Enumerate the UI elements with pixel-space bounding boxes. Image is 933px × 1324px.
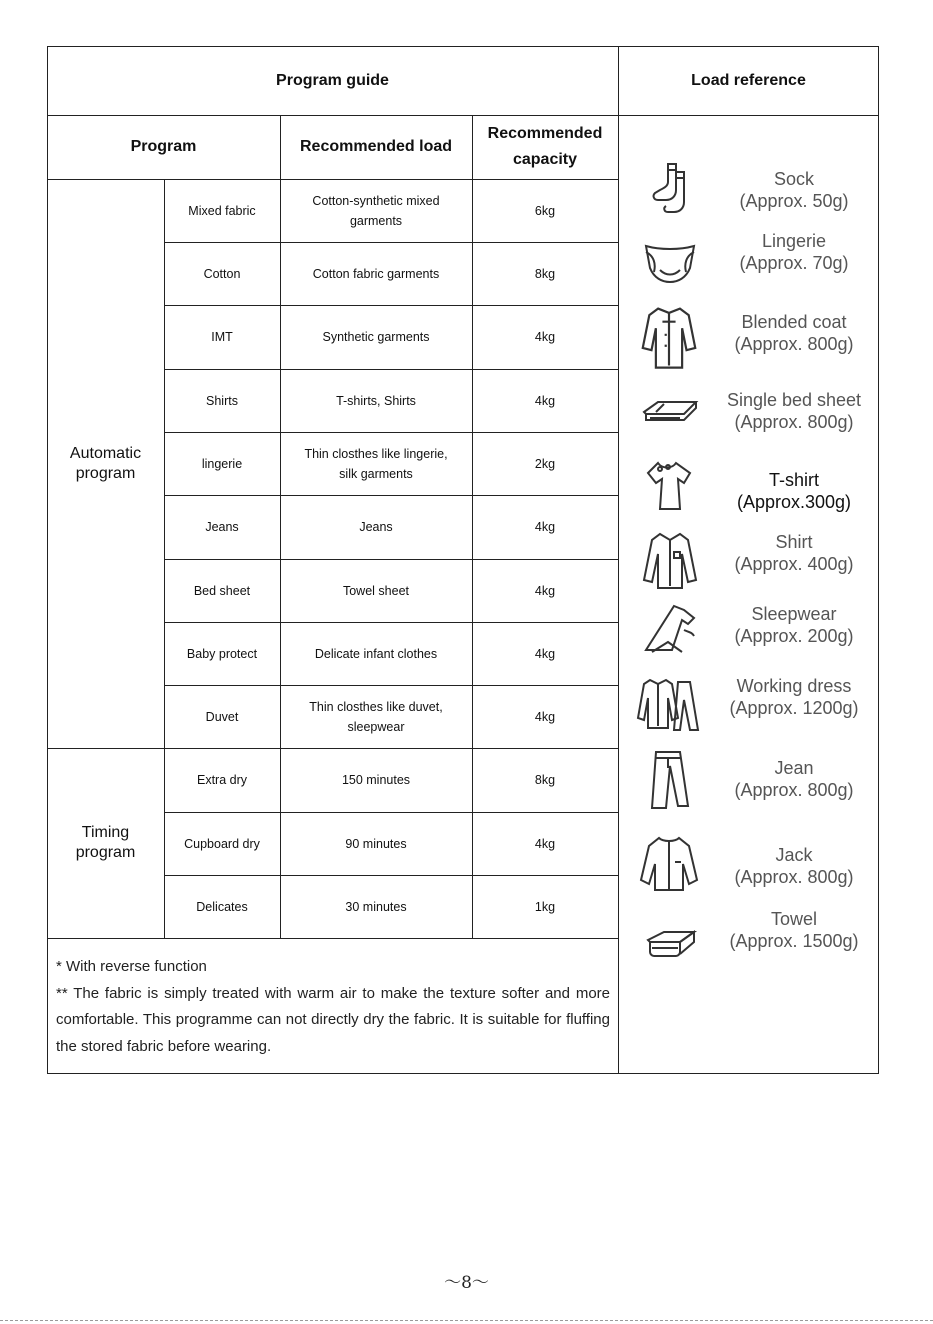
lingerie-icon [638, 230, 702, 294]
load-reference-divider [618, 46, 619, 1074]
load-item-weight: (Approx. 800g) [734, 867, 854, 887]
load-item-name: Working dress [736, 676, 852, 696]
load-item-name: Jean [774, 758, 814, 778]
program-name: Duvet [205, 709, 239, 724]
load-reference-label: Load reference [691, 72, 806, 89]
load-line1: Delicate infant clothes [314, 646, 438, 661]
capacity-value: 4kg [534, 393, 556, 408]
load-item-weight: (Approx. 1500g) [729, 931, 859, 951]
load-item-weight: (Approx. 50g) [739, 191, 849, 211]
load-cell [280, 812, 472, 875]
load-item-name: Blended coat [741, 312, 847, 332]
page-number: ～8～ [444, 1273, 489, 1293]
load-item-working-dress [712, 675, 876, 719]
load-cell [280, 748, 472, 812]
load-line1: Cotton fabric garments [312, 266, 440, 281]
load-cell [280, 242, 472, 305]
load-item-lingerie [712, 230, 876, 274]
t-shirt-icon [638, 455, 702, 519]
load-line1: 150 minutes [341, 773, 411, 787]
capacity-cell [472, 305, 618, 369]
shirt-icon [638, 528, 702, 592]
load-cell [280, 369, 472, 432]
program-cell [164, 242, 280, 305]
load-item-name: Sleepwear [751, 604, 837, 624]
load-item-jack [712, 844, 876, 888]
program-name: Shirts [206, 393, 238, 408]
load-line1: 30 minutes [345, 899, 407, 914]
load-item-sleepwear [712, 603, 876, 647]
load-line1: T-shirts, Shirts [336, 393, 416, 408]
column-header-program-label: Program [130, 138, 197, 155]
load-cell [280, 179, 472, 242]
load-item-name: Shirt [775, 532, 813, 552]
capacity-cell [472, 495, 618, 559]
load-cell [280, 622, 472, 685]
capacity-value: 2kg [534, 456, 556, 471]
load-line1: Thin closthes like duvet, [309, 699, 443, 714]
capacity-value: 4kg [534, 646, 556, 661]
program-cell [164, 559, 280, 622]
load-item-bed-sheet [712, 389, 876, 433]
capacity-cell [472, 559, 618, 622]
column-header-load [280, 115, 472, 179]
capacity-value: 8kg [534, 266, 556, 281]
capacity-cell [472, 242, 618, 305]
program-cell [164, 622, 280, 685]
load-item-name: Single bed sheet [726, 390, 862, 410]
load-reference-title [618, 46, 879, 116]
capacity-value: 4kg [534, 836, 556, 851]
program-name: lingerie [201, 456, 243, 471]
load-cell [280, 432, 472, 495]
group-label-line2: program [75, 464, 136, 482]
program-name: Bed sheet [193, 583, 251, 598]
sock-icon [638, 158, 702, 222]
program-name: Baby protect [186, 646, 258, 661]
capacity-cell [472, 748, 618, 812]
program-cell [164, 305, 280, 369]
capacity-cell [472, 685, 618, 748]
load-item-jean [712, 757, 876, 801]
capacity-value: 6kg [534, 203, 556, 218]
capacity-value: 4kg [534, 583, 556, 598]
program-name: Mixed fabric [188, 203, 256, 218]
load-line2: silk garments [339, 466, 413, 481]
program-name: Extra dry [196, 773, 247, 787]
capacity-cell [472, 369, 618, 432]
load-item-weight: (Approx. 800g) [734, 780, 854, 800]
column-header-capacity-line2: capacity [512, 151, 578, 168]
working-dress-icon [634, 672, 704, 736]
load-item-name: Lingerie [761, 231, 827, 251]
towel-icon [640, 910, 704, 974]
load-cell [280, 305, 472, 369]
group-automatic-program [47, 179, 164, 748]
load-item-sock [712, 168, 876, 212]
program-cell [164, 495, 280, 559]
load-line1: Towel sheet [342, 583, 409, 598]
program-cell [164, 748, 280, 812]
sleepwear-icon [638, 600, 702, 664]
program-name: Cotton [203, 266, 241, 281]
program-guide-label: Program guide [276, 72, 389, 89]
load-line2: garments [349, 213, 403, 228]
capacity-value: 4kg [534, 520, 556, 534]
column-header-load-label: Recommended load [299, 138, 453, 155]
program-name: Cupboard dry [184, 836, 260, 851]
load-item-weight: (Approx. 1200g) [729, 698, 859, 718]
group-label-line1: Automatic [69, 444, 142, 462]
program-cell [164, 812, 280, 875]
load-item-name: Sock [773, 169, 815, 189]
load-cell [280, 495, 472, 559]
load-line2: sleepwear [347, 719, 405, 734]
load-line1: Jeans [359, 520, 393, 534]
load-item-weight: (Approx. 200g) [734, 626, 854, 646]
footnotes [56, 954, 610, 1060]
capacity-value: 4kg [534, 709, 556, 724]
program-name: Delicates [196, 899, 248, 914]
load-line1: 90 minutes [345, 836, 407, 851]
load-item-name: Towel [770, 909, 818, 929]
load-item-weight: (Approx. 800g) [734, 412, 854, 432]
column-header-capacity-line1: Recommended [487, 125, 603, 142]
load-item-weight: (Approx. 400g) [734, 554, 854, 574]
load-item-weight: (Approx. 70g) [739, 253, 849, 273]
load-item-name: Jack [775, 845, 813, 865]
program-cell [164, 875, 280, 938]
program-cell [164, 432, 280, 495]
column-header-program [47, 115, 280, 179]
load-item-t-shirt [712, 469, 876, 513]
program-guide-title [47, 46, 618, 116]
load-item-name: T-shirt [768, 470, 819, 490]
load-line1: Thin closthes like lingerie, [304, 446, 448, 461]
capacity-cell [472, 622, 618, 685]
footnote-reverse: * With reverse function [56, 958, 207, 975]
load-cell [280, 685, 472, 748]
group-label-line1: Timing [81, 824, 130, 841]
footnote-fluffing: ** The fabric is simply treated with warm air to make the texture softer and more comfortable. This programme can not directly dry the fabric. It is suitable for fluffing the stored fabric before wearing. [56, 984, 610, 1055]
program-name: Jeans [205, 520, 239, 534]
load-cell [280, 559, 472, 622]
load-item-shirt [712, 531, 876, 575]
load-item-blended-coat [712, 311, 876, 355]
load-cell [280, 875, 472, 938]
load-item-weight: (Approx. 800g) [734, 334, 854, 354]
capacity-value: 1kg [534, 899, 556, 914]
capacity-value: 4kg [534, 330, 556, 344]
load-line1: Cotton-synthetic mixed [312, 193, 440, 208]
program-cell [164, 179, 280, 242]
capacity-cell [472, 812, 618, 875]
bed-sheet-icon [638, 380, 702, 444]
program-cell [164, 685, 280, 748]
program-name: IMT [211, 330, 233, 344]
group-timing-program [47, 748, 164, 938]
jack-icon [634, 832, 704, 896]
table-bottom-divider [47, 938, 618, 939]
group-label-line2: program [75, 844, 136, 861]
capacity-value: 8kg [534, 773, 556, 787]
blended-coat-icon [634, 302, 704, 372]
page-bottom-divider [0, 1320, 933, 1321]
load-item-towel [712, 908, 876, 952]
load-item-weight: (Approx.300g) [736, 492, 852, 512]
capacity-cell [472, 875, 618, 938]
capacity-cell [472, 432, 618, 495]
load-line1: Synthetic garments [322, 330, 430, 344]
column-header-capacity [472, 115, 618, 179]
capacity-cell [472, 179, 618, 242]
program-cell [164, 369, 280, 432]
jean-icon [638, 748, 702, 812]
